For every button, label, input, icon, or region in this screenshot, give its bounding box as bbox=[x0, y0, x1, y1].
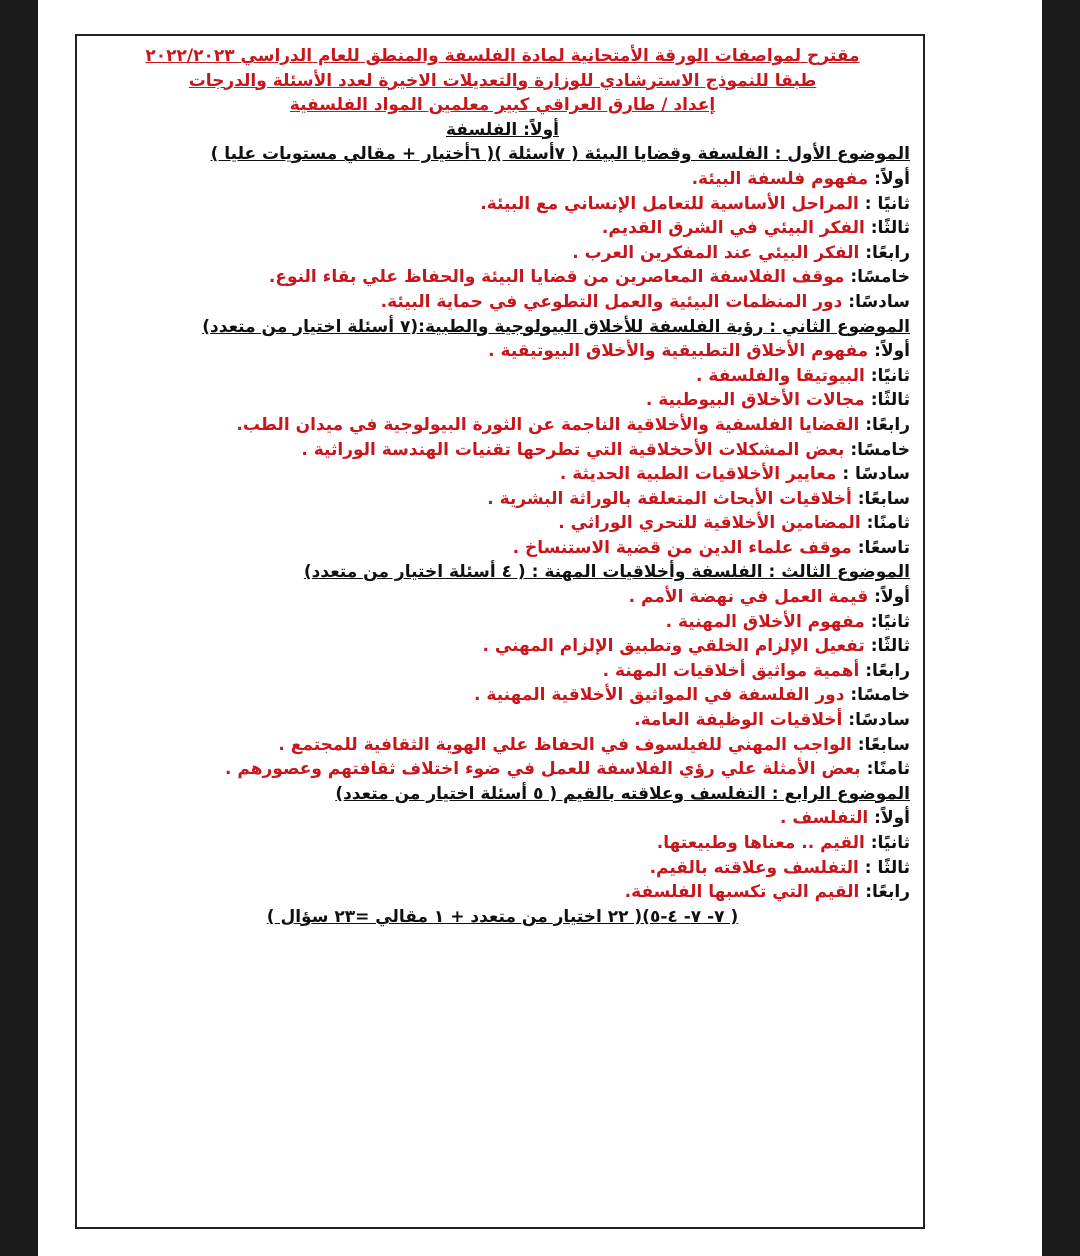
topic-item bbox=[95, 880, 910, 905]
topic-item bbox=[95, 438, 910, 463]
item-ordinal: خامسًا: bbox=[850, 685, 910, 706]
item-text: البيوتيقا والفلسفة . bbox=[696, 365, 865, 386]
item-text: دور الفلسفة في المواثيق الأخلاقية المهنية . bbox=[474, 685, 845, 706]
topic-item bbox=[95, 585, 910, 610]
topic-heading-4: الموضوع الرابع : التفلسف وعلاقته بالقيم ( ٥ أسئلة اختيار من متعدد) bbox=[335, 783, 910, 804]
item-text: بعض الأمثلة علي رؤي الفلاسفة للعمل في ضوء اختلاف ثقافتهم وعصورهم . bbox=[225, 759, 861, 780]
topic-item bbox=[95, 659, 910, 684]
item-text: أخلاقيات الوظيفة العامة. bbox=[634, 710, 843, 731]
item-text: التفلسف . bbox=[779, 808, 869, 829]
item-ordinal: خامسًا: bbox=[850, 267, 910, 288]
topic-item bbox=[95, 856, 910, 881]
item-ordinal: ثانيًا: bbox=[870, 365, 910, 386]
item-ordinal: ثالثًا: bbox=[870, 636, 910, 657]
item-ordinal: رابعًا: bbox=[865, 414, 910, 435]
item-text: قيمة العمل في نهضة الأمم . bbox=[628, 587, 869, 608]
title-line-2: طبقا للنموذج الاسترشادي للوزارة والتعديلات الاخيرة لعدد الأسئلة والدرجات bbox=[188, 70, 817, 91]
topic-item bbox=[95, 265, 910, 290]
topic-item bbox=[95, 806, 910, 831]
item-ordinal: سادسًا: bbox=[848, 291, 910, 312]
topic-item bbox=[95, 413, 910, 438]
item-text: بعض المشكلات الأحخلاقية التي تطرحها تقنيات الهندسة الوراثية . bbox=[301, 439, 845, 460]
item-ordinal: سادسًا : bbox=[842, 464, 910, 485]
topic-item bbox=[95, 610, 910, 635]
topic-item bbox=[95, 216, 910, 241]
item-text: تفعيل الإلزام الخلقي وتطبيق الإلزام المهني . bbox=[482, 636, 865, 657]
topic-item bbox=[95, 634, 910, 659]
item-ordinal: ثامنًا: bbox=[866, 513, 910, 534]
topic-item bbox=[95, 290, 910, 315]
topics-list bbox=[95, 142, 910, 904]
title-line-1: مقترح لمواصفات الورقة الأمتحانية لمادة الفلسفة والمنطق للعام الدراسي ٢٠٢٢/٢٠٢٣ bbox=[145, 46, 860, 66]
item-ordinal: ثالثًا: bbox=[870, 390, 910, 411]
dark-margin-left bbox=[0, 0, 38, 1256]
item-text: مفهوم الأخلاق التطبيقية والأخلاق البيوتيقية . bbox=[488, 341, 869, 362]
item-ordinal: ثانيًا: bbox=[870, 611, 910, 632]
section-heading: أولاً: الفلسفة bbox=[446, 119, 559, 140]
item-text: الفكر البيئي في الشرق القديم. bbox=[601, 218, 865, 239]
item-text: أخلاقيات الأبحاث المتعلقة بالوراثة البشرية . bbox=[487, 488, 852, 509]
topic-item bbox=[95, 167, 910, 192]
topic-item bbox=[95, 757, 910, 782]
topic-heading-3: الموضوع الثالث : الفلسفة وأخلاقيات المهنة : ( ٤ أسئلة اختيار من متعدد) bbox=[303, 562, 910, 583]
item-ordinal: أولاً: bbox=[874, 808, 910, 829]
item-ordinal: ثامنًا: bbox=[866, 759, 910, 780]
item-ordinal: أولاً: bbox=[874, 341, 910, 362]
topic-item bbox=[95, 708, 910, 733]
topic-item bbox=[95, 364, 910, 389]
item-ordinal: ثانيًا : bbox=[864, 193, 910, 214]
item-ordinal: سابعًا: bbox=[857, 488, 910, 509]
topic-item bbox=[95, 511, 910, 536]
item-ordinal: أولاً: bbox=[874, 587, 910, 608]
item-text: مفهوم الأخلاق المهنية . bbox=[665, 611, 865, 632]
item-text: دور المنظمات البيئية والعمل التطوعي في حماية البيئة. bbox=[380, 291, 843, 312]
item-ordinal: ثالثًا : bbox=[864, 857, 910, 878]
topic-item bbox=[95, 831, 910, 856]
item-text: مجالات الأخلاق البيوطبية . bbox=[645, 390, 865, 411]
item-text: التفلسف وعلاقته بالقيم. bbox=[649, 857, 859, 878]
item-ordinal: رابعًا: bbox=[865, 242, 910, 263]
topic-item bbox=[95, 536, 910, 561]
item-ordinal: خامسًا: bbox=[850, 439, 910, 460]
item-ordinal: رابعًا: bbox=[865, 660, 910, 681]
topic-item bbox=[95, 241, 910, 266]
item-ordinal: سابعًا: bbox=[857, 734, 910, 755]
topic-item bbox=[95, 192, 910, 217]
questions-total: ( ٧- ٧- ٤-٥)( ٢٢ اختيار من متعدد + ١ مقالي =٢٣ سؤال ) bbox=[266, 906, 739, 927]
item-ordinal: ثانيًا: bbox=[870, 833, 910, 853]
item-ordinal: سادسًا: bbox=[848, 710, 910, 731]
topic-item bbox=[95, 487, 910, 512]
topic-item bbox=[95, 462, 910, 487]
item-text: القيم .. معناها وطبيعتها. bbox=[656, 833, 865, 853]
dark-margin-right bbox=[1042, 0, 1080, 1256]
item-text: القيم التي تكسبها الفلسفة. bbox=[624, 882, 860, 903]
item-text: القضايا الفلسفية والأخلاقية الناجمة عن الثورة البيولوجية في ميدان الطب. bbox=[236, 414, 860, 435]
topic-item bbox=[95, 388, 910, 413]
item-ordinal: رابعًا: bbox=[865, 882, 910, 903]
item-text: المضامين الأخلاقية للتحري الوراثي . bbox=[558, 513, 861, 534]
item-text: الفكر البيئي عند المفكرين العرب . bbox=[572, 242, 860, 263]
item-text: الواجب المهني للفيلسوف في الحفاظ علي الهوية الثقافية للمجتمع . bbox=[278, 734, 852, 755]
document-content bbox=[95, 44, 910, 929]
item-text: مفهوم فلسفة البيئة. bbox=[691, 168, 869, 189]
item-text: موقف علماء الدين من قضية الاستنساخ . bbox=[512, 537, 852, 558]
item-text: معايير الأخلاقيات الطبية الحديثة . bbox=[559, 464, 837, 485]
topic-heading-2: الموضوع الثاني : رؤية الفلسفة للأخلاق البيولوجية والطبية:(٧ أسئلة اختيار من متعدد) bbox=[202, 316, 910, 337]
item-ordinal: تاسعًا: bbox=[857, 537, 910, 558]
item-ordinal: أولاً: bbox=[874, 168, 910, 189]
item-text: موقف الفلاسفة المعاصرين من قضايا البيئة والحفاظ علي بقاء النوع. bbox=[268, 267, 845, 288]
topic-item bbox=[95, 339, 910, 364]
title-line-3: إعداد / طارق العراقي كبير معلمين المواد الفلسفية bbox=[289, 95, 716, 116]
topic-item bbox=[95, 683, 910, 708]
item-text: أهمية مواثيق أخلاقيات المهنة . bbox=[602, 660, 860, 681]
topic-item bbox=[95, 733, 910, 758]
item-ordinal: ثالثًا: bbox=[870, 218, 910, 239]
item-text: المراحل الأساسية للتعامل الإنساني مع البيئة. bbox=[480, 193, 859, 214]
topic-heading-1: الموضوع الأول : الفلسفة وقضايا البيئة ( ٧أسئلة )( ٦أختيار + مقالي مستويات عليا ) bbox=[210, 144, 910, 165]
